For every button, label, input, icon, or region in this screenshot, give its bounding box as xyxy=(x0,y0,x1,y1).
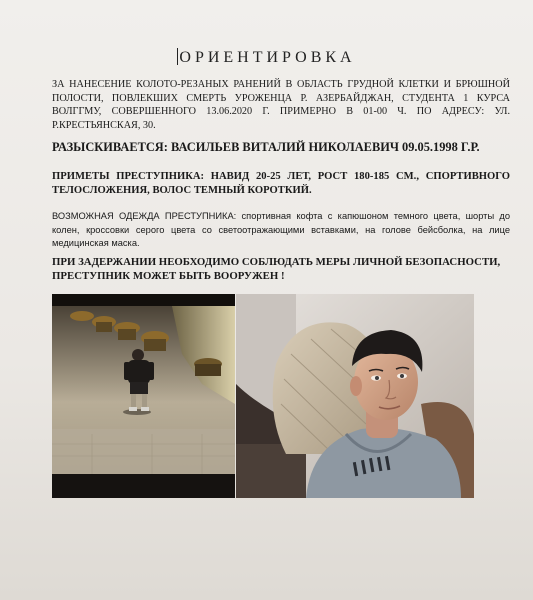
cctv-photo xyxy=(52,294,235,498)
suspect-clothing: ВОЗМОЖНАЯ ОДЕЖДА ПРЕСТУПНИКА: спортивная кофта с капюшоном темного цвета, шорты до колен, кроссовки серого цвета со светоотражающими вставками, на голове бейсболка, на лице медицинская маска. xyxy=(52,211,510,248)
suspect-signs: ПРИМЕТЫ ПРЕСТУПНИКА: НАВИД 20-25 ЛЕТ, РОСТ 180-185 СМ., СПОРТИВНОГО ТЕЛОСЛОЖЕНИЯ, ВОЛОС ТЕМНЫЙ КОРОТКИЙ. xyxy=(52,171,510,196)
safety-warning: ПРИ ЗАДЕРЖАНИИ НЕОБХОДИМО СОБЛЮДАТЬ МЕРЫ ЛИЧНОЙ БЕЗОПАСНОСТИ, ПРЕСТУПНИК МОЖЕТ БЫТЬ ВООРУЖЕН ! xyxy=(52,256,501,282)
document-title: ОРИЕНТИРОВКА xyxy=(179,49,356,66)
suspect-portrait-photo xyxy=(236,294,474,498)
wanted-line: РАЗЫСКИВАЕТСЯ: ВАСИЛЬЕВ ВИТАЛИЙ НИКОЛАЕВИЧ 09.05.1998 Г.Р. xyxy=(52,140,480,154)
incident-paragraph: ЗА НАНЕСЕНИЕ КОЛОТО-РЕЗАНЫХ РАНЕНИЙ В ОБЛАСТЬ ГРУДНОЙ КЛЕТКИ И БРЮШНОЙ ПОЛОСТИ, ПОВЛЕКШИХ СМЕРТЬ УРОЖЕНЦА Р. АЗЕРБАЙДЖАН, СТУДЕНТА 1 КУРСА ВОЛГГМУ, СОВЕРШЕННОГО 13.06.2020 Г. ПРИМЕРНО В 01-00 Ч. ПО АДРЕСУ: УЛ. Р.КРЕСТЬЯНСКАЯ, 30. xyxy=(52,79,510,131)
